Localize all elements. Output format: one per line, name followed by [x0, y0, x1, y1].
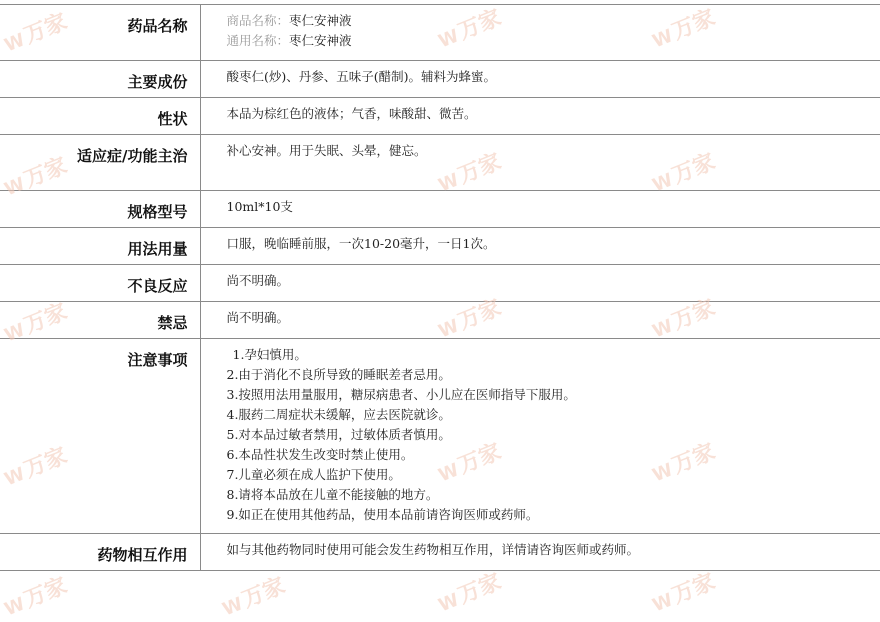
watermark-logo: W万家 — [435, 295, 505, 343]
label-contraindications: 禁忌 — [0, 302, 200, 339]
watermark-logo: W万家 — [1, 153, 71, 201]
watermark-logo: W万家 — [1, 443, 71, 491]
row-precautions — [0, 339, 880, 534]
value-appearance: 本品为棕红色的液体；气香，味酸甜、微苦。 — [200, 98, 880, 135]
watermark-logo: W万家 — [649, 5, 719, 53]
watermark-logo: W万家 — [435, 569, 505, 617]
watermark-logo: W万家 — [1, 9, 71, 57]
row-drug-name — [0, 5, 880, 61]
label-drug-name: 药品名称 — [0, 5, 200, 61]
row-contraindications — [0, 302, 880, 339]
generic-name: 枣仁安神液 — [289, 33, 352, 48]
value-ingredients: 酸枣仁(炒)、丹参、五味子(醋制)。辅料为蜂蜜。 — [200, 61, 880, 98]
value-interactions: 如与其他药物同时使用可能会发生药物相互作用，详情请咨询医师或药师。 — [200, 534, 880, 571]
watermark-logo: W万家 — [649, 569, 719, 617]
row-ingredients — [0, 61, 880, 98]
watermark-logo: W万家 — [1, 299, 71, 347]
trade-name-prefix: 商品名称： — [226, 13, 290, 28]
label-appearance: 性状 — [0, 98, 200, 135]
precaution-item: 6.本品性状发生改变时禁止使用。 — [226, 447, 414, 462]
trade-name: 枣仁安神液 — [289, 13, 352, 28]
watermark-logo: W万家 — [649, 295, 719, 343]
label-interactions: 药物相互作用 — [0, 534, 200, 571]
generic-name-line — [227, 31, 871, 51]
label-dosage: 用法用量 — [0, 228, 200, 265]
value-indications: 补心安神。用于失眠、头晕，健忘。 — [200, 135, 880, 191]
precaution-item: 9.如正在使用其他药品，使用本品前请咨询医师或药师。 — [226, 507, 539, 522]
row-interactions — [0, 534, 880, 571]
precaution-item: 3.按照用法用量服用，糖尿病患者、小儿应在医师指导下服用。 — [226, 387, 576, 402]
generic-name-prefix: 通用名称： — [226, 33, 290, 48]
trade-name-line — [227, 11, 871, 31]
value-specification: 10ml*10支 — [200, 191, 880, 228]
label-precautions: 注意事项 — [0, 339, 200, 534]
row-indications — [0, 135, 880, 191]
precaution-item: 5.对本品过敏者禁用，过敏体质者慎用。 — [226, 427, 451, 442]
value-precautions — [200, 339, 880, 534]
precaution-item: 7.儿童必须在成人监护下使用。 — [226, 467, 401, 482]
label-ingredients: 主要成份 — [0, 61, 200, 98]
precaution-item: 8.请将本品放在儿童不能接触的地方。 — [226, 487, 439, 502]
precaution-item: 1.孕妇慎用。 — [232, 347, 307, 362]
label-specification: 规格型号 — [0, 191, 200, 228]
watermark-logo: W万家 — [435, 149, 505, 197]
label-adverse-reactions: 不良反应 — [0, 265, 200, 302]
watermark-logo: W万家 — [435, 5, 505, 53]
watermark-logo: W万家 — [1, 573, 71, 621]
watermark-logo: W万家 — [649, 149, 719, 197]
value-adverse-reactions: 尚不明确。 — [200, 265, 880, 302]
row-specification — [0, 191, 880, 228]
watermark-logo: W万家 — [435, 439, 505, 487]
value-contraindications: 尚不明确。 — [200, 302, 880, 339]
row-dosage — [0, 228, 880, 265]
label-indications: 适应症/功能主治 — [0, 135, 200, 191]
precaution-item: 4.服药二周症状未缓解，应去医院就诊。 — [226, 407, 451, 422]
drug-info-table — [0, 4, 880, 571]
precaution-item: 2.由于消化不良所导致的睡眠差者忌用。 — [226, 367, 451, 382]
watermark-logo: W万家 — [219, 573, 289, 621]
value-dosage: 口服，晚临睡前服，一次10-20毫升，一日1次。 — [200, 228, 880, 265]
watermark-logo: W万家 — [649, 439, 719, 487]
row-adverse-reactions — [0, 265, 880, 302]
row-appearance — [0, 98, 880, 135]
value-drug-name — [200, 5, 880, 61]
